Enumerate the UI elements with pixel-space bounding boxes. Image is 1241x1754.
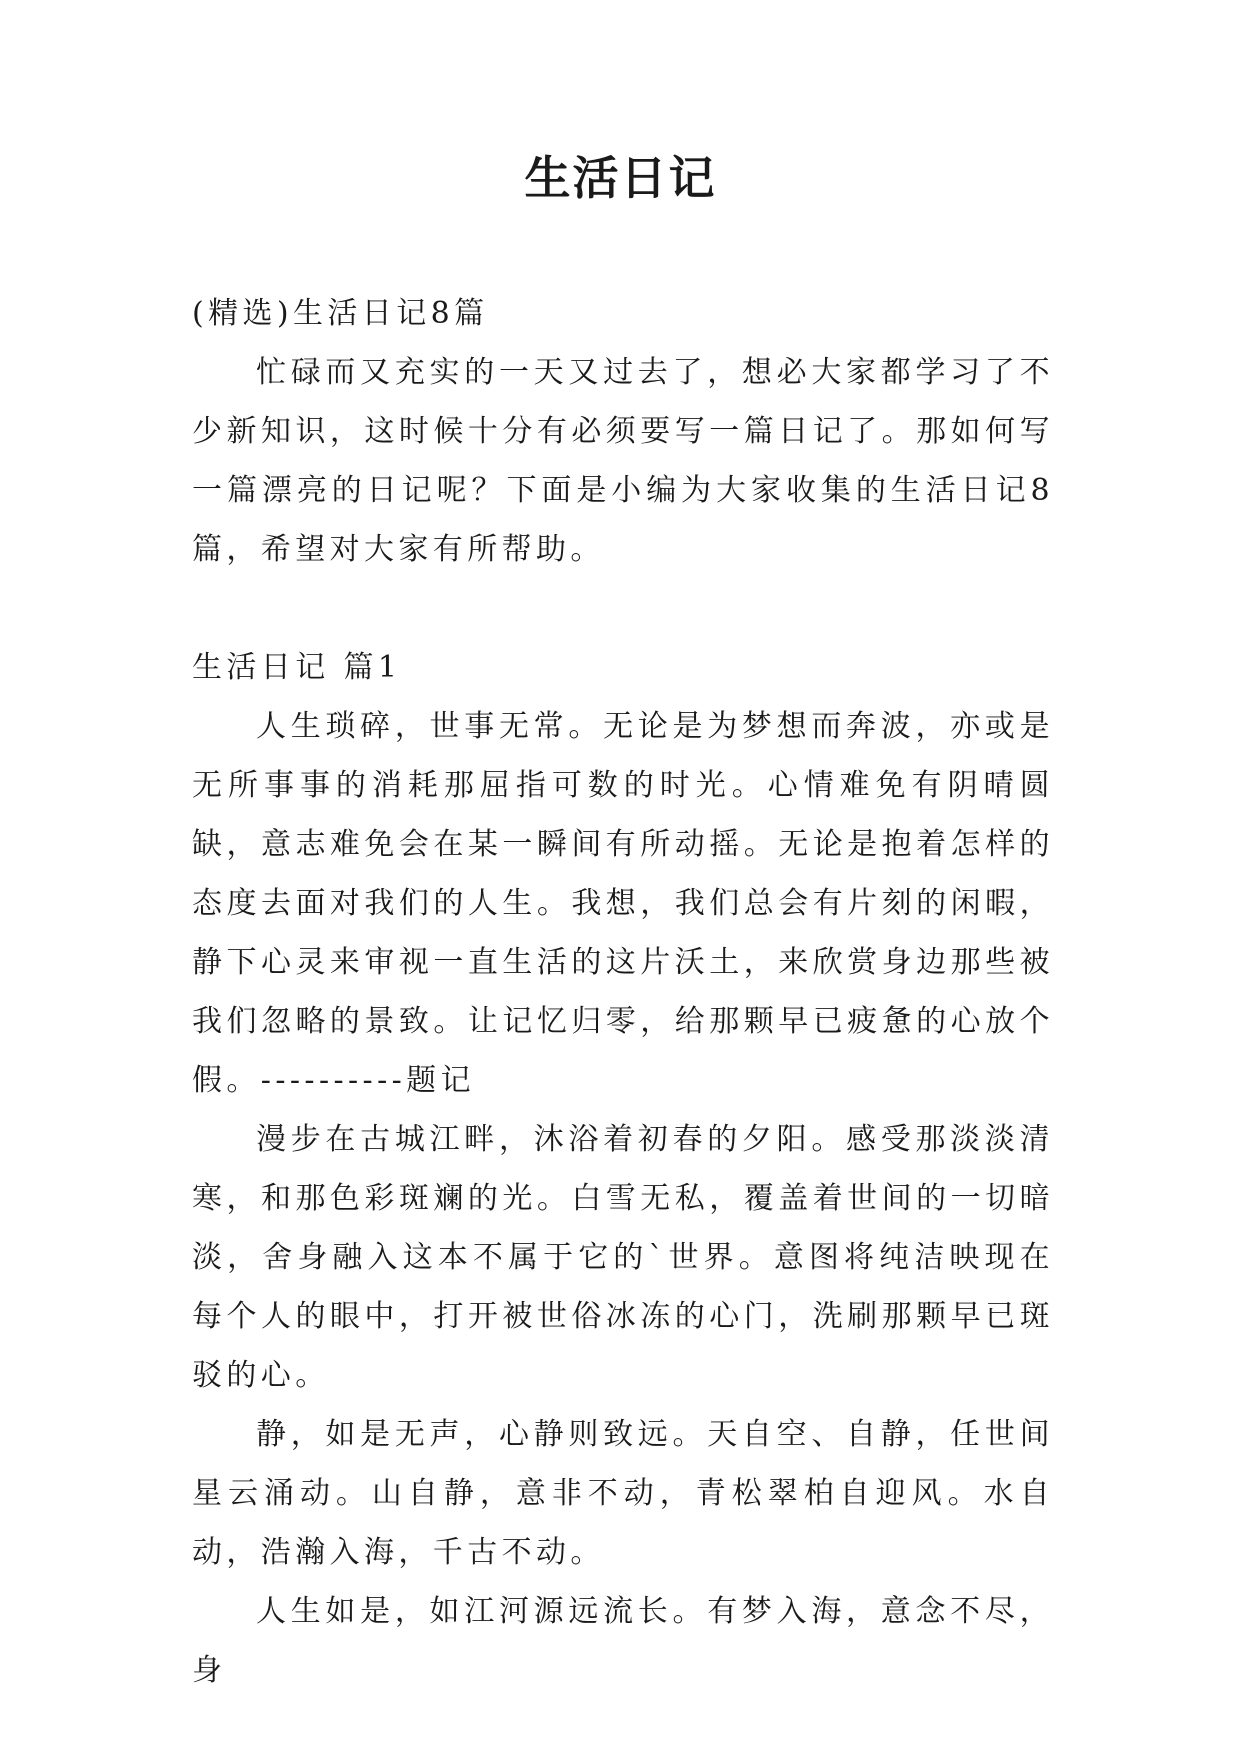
section-spacer <box>192 579 1054 638</box>
body-paragraph: 人生如是，如江河源远流长。有梦入海，意念不尽，身 <box>192 1594 1054 1688</box>
intro-paragraph: 忙碌而又充实的一天又过去了，想必大家都学习了不少新知识，这时候十分有必须要写一篇日记了。那如何写一篇漂亮的日记呢？下面是小编为大家收集的生活日记8篇，希望对大家有所帮助。 <box>192 355 1054 567</box>
document-title: 生活日记 <box>524 151 717 205</box>
body-paragraph: 漫步在古城江畔，沐浴着初春的夕阳。感受那淡淡清寒，和那色彩斑斓的光。白雪无私，覆盖着世间的一切暗淡，舍身融入这本不属于它的`世界。意图将纯洁映现在每个人的眼中，打开被世俗冰冻的心门，洗刷那颗早已斑驳的心。 <box>192 1122 1054 1393</box>
section-heading: 生活日记 篇1 <box>192 650 402 685</box>
body-paragraph: 人生琐碎，世事无常。无论是为梦想而奔波，亦或是无所事事的消耗那屈指可数的时光。心情难免有阴晴圆缺，意志难免会在某一瞬间有所动摇。无论是抱着怎样的态度去面对我们的人生。我想，我们总会有片刻的闲暇，静下心灵来审视一直生活的这片沃土，来欣赏身边那些被我们忽略的景致。让记忆归零，给那颗早已疲惫的心放个假。----------题记 <box>192 709 1054 1098</box>
body-paragraph: 静，如是无声，心静则致远。天自空、自静，任世间星云涌动。山自静，意非不动，青松翠柏自迎风。水自动，浩瀚入海，千古不动。 <box>192 1417 1054 1570</box>
document-subtitle: (精选)生活日记8篇 <box>192 296 489 331</box>
document-body <box>192 284 1054 1700</box>
